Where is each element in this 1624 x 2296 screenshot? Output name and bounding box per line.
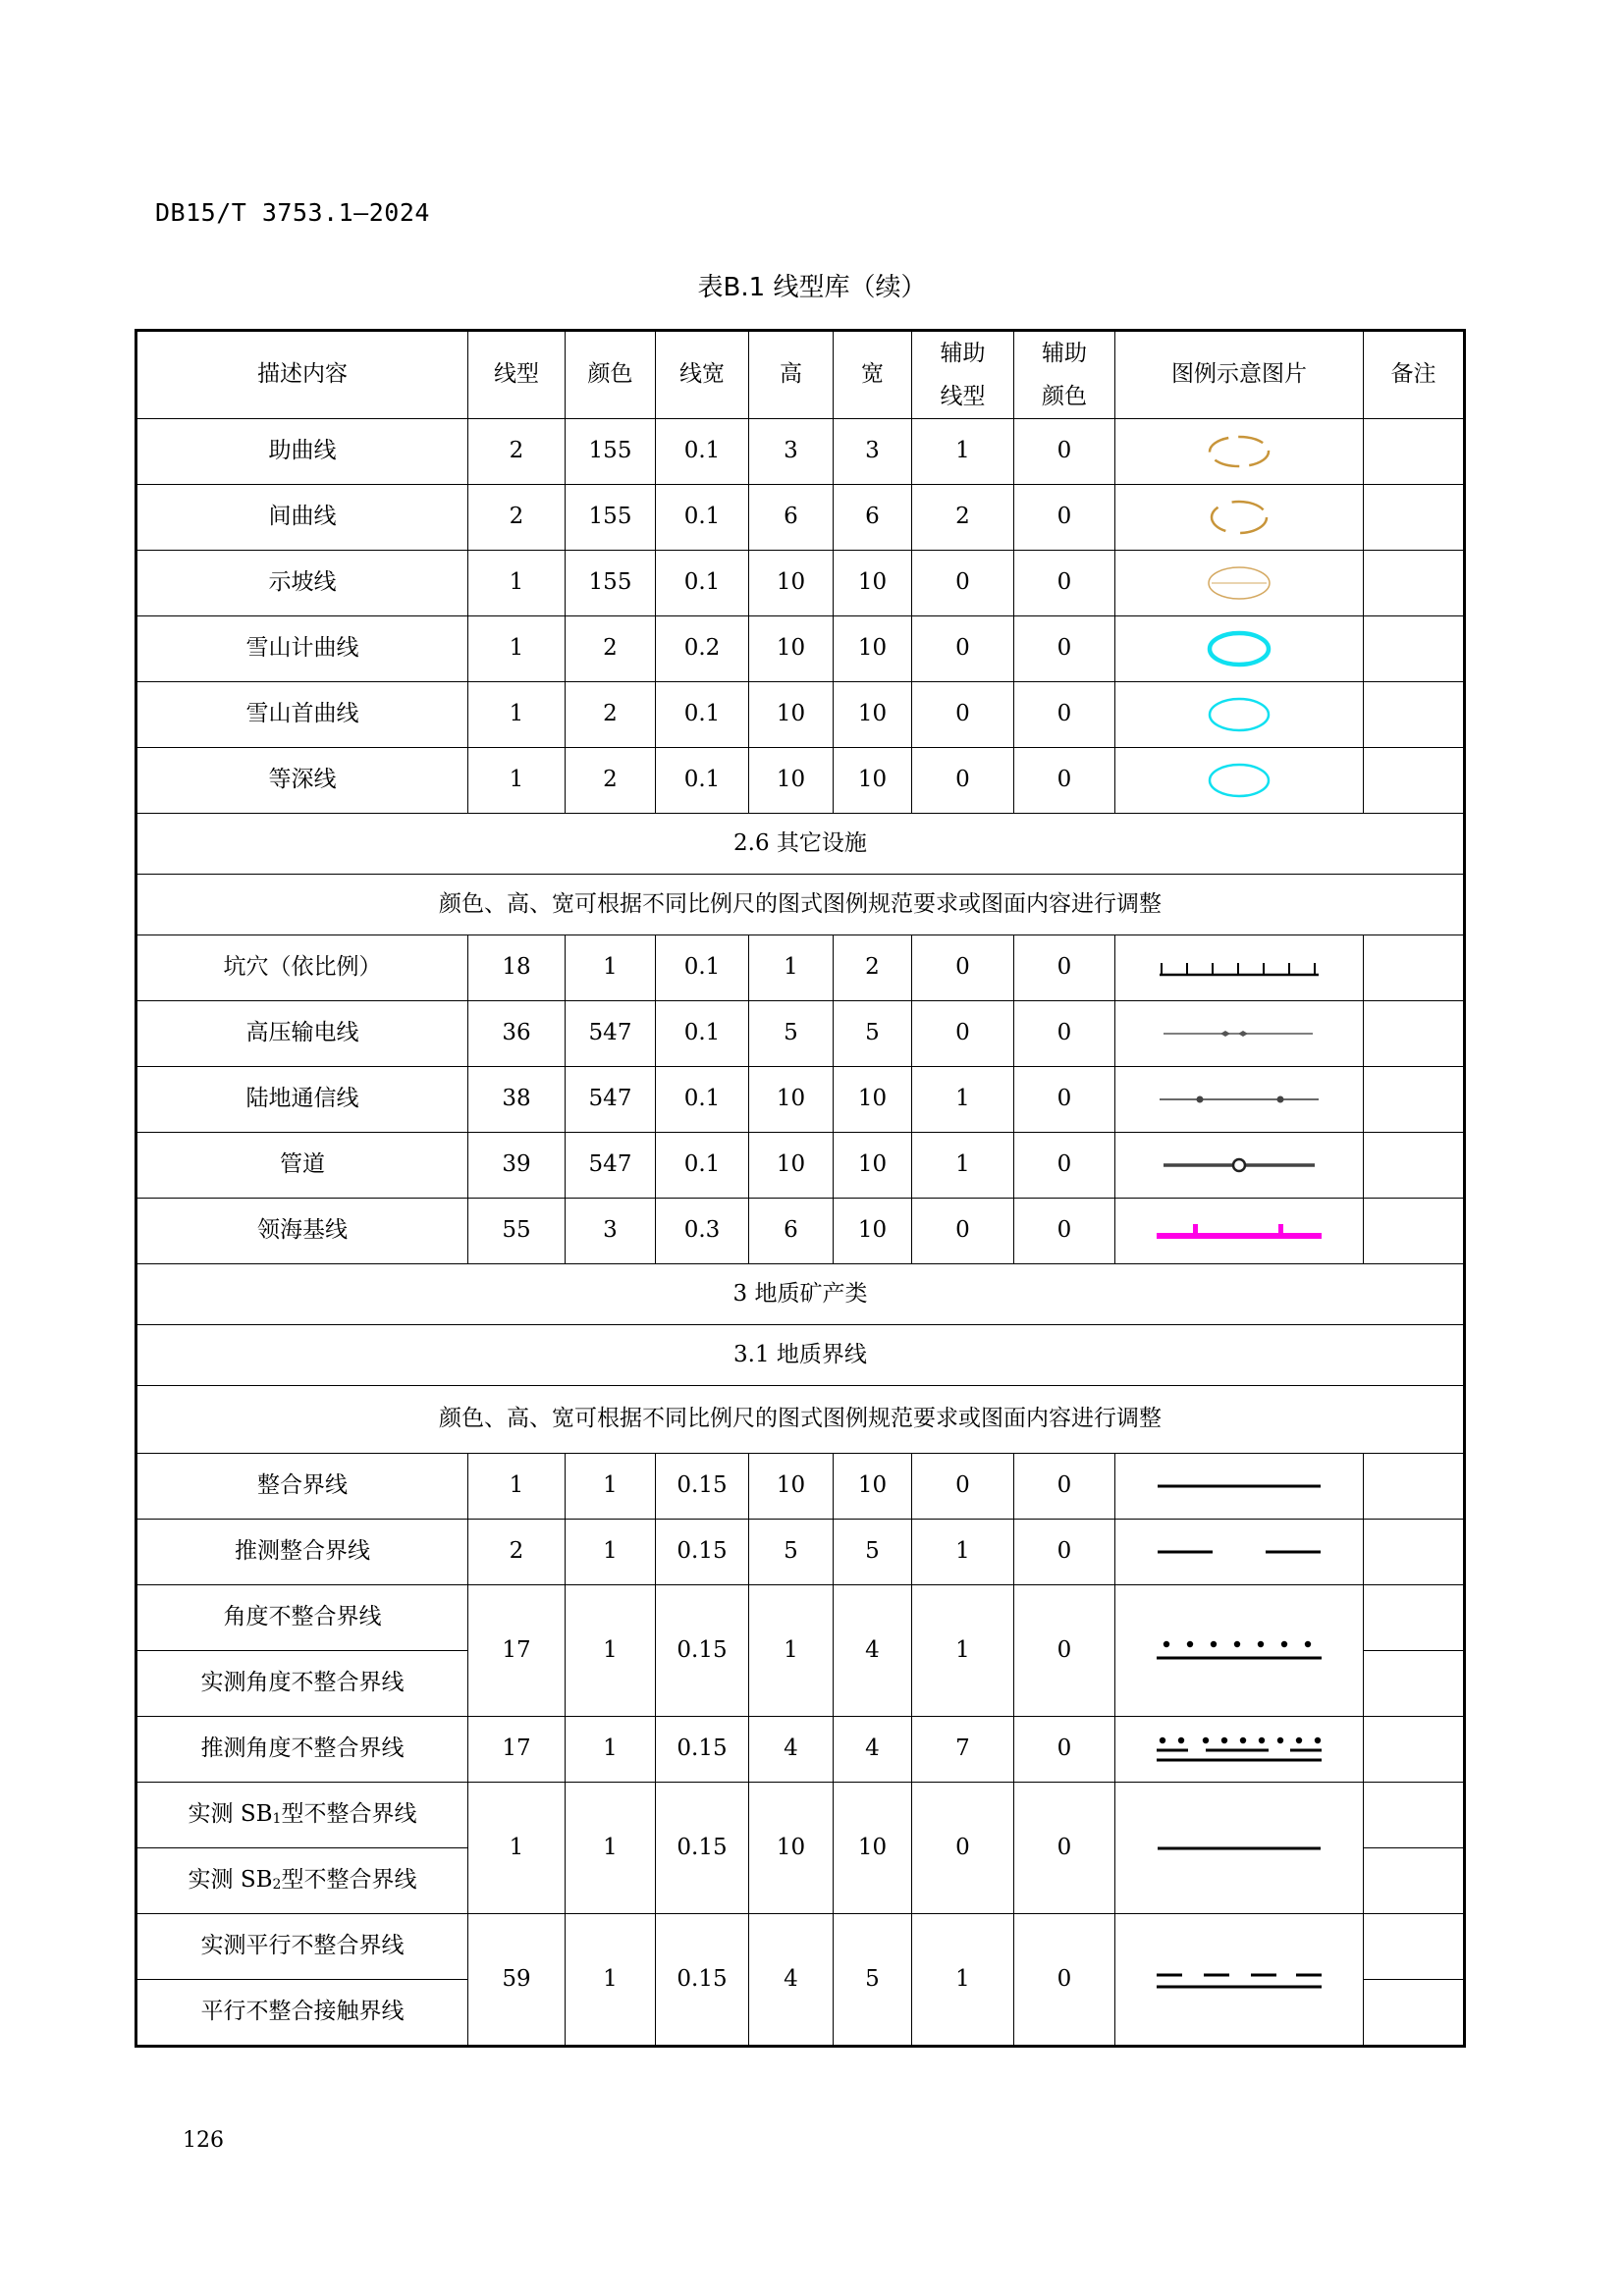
cell-legend: [1115, 551, 1364, 616]
dashed-ellipse-tan-icon: [1200, 429, 1278, 474]
cell-legend: [1115, 1199, 1364, 1264]
cell-line-type: 1: [468, 1454, 566, 1520]
dotted-over-line-icon: [1153, 1636, 1326, 1666]
cell-aux-type: 1: [912, 1067, 1014, 1133]
cell-legend: [1115, 1914, 1364, 2047]
cell-legend: [1115, 419, 1364, 485]
cell-color: 1: [566, 1454, 656, 1520]
cell-desc: 雪山首曲线: [136, 682, 468, 748]
header-width: 宽: [834, 331, 912, 419]
cell-height: 10: [749, 551, 834, 616]
cell-desc: 实测 $SB_2$型不整合界线: [136, 1848, 468, 1914]
table-title: 表B.1 线型库（续）: [697, 273, 927, 302]
cell-width: 5: [834, 1520, 912, 1585]
line-type-table: [135, 329, 1466, 2048]
table-row: [136, 485, 1465, 551]
header-aux-type: 辅助 线型: [912, 331, 1014, 419]
cell-color: 2: [566, 682, 656, 748]
document-code: DB15/T 3753.1—2024: [155, 198, 430, 227]
header-line-type: 线型: [468, 331, 566, 419]
cell-line-width: 0.1: [656, 551, 749, 616]
cell-height: 5: [749, 1001, 834, 1067]
cell-legend: [1115, 1717, 1364, 1783]
header-legend: 图例示意图片: [1115, 331, 1364, 419]
cell-height: 4: [749, 1914, 834, 2047]
cell-aux-type: 2: [912, 485, 1014, 551]
cell-color: 2: [566, 616, 656, 682]
cell-line-type: 1: [468, 682, 566, 748]
cell-aux-color: 0: [1014, 935, 1115, 1001]
cell-legend: [1115, 682, 1364, 748]
header-desc: 描述内容: [136, 331, 468, 419]
cell-line-width: 0.1: [656, 748, 749, 814]
cell-legend: [1115, 1520, 1364, 1585]
cell-note: [1364, 485, 1465, 551]
table-row: [136, 1067, 1465, 1133]
cell-width: 5: [834, 1001, 912, 1067]
cell-color: 1: [566, 1585, 656, 1717]
cell-line-type: 1: [468, 1783, 566, 1914]
cell-legend: [1115, 1454, 1364, 1520]
cell-height: 1: [749, 1585, 834, 1717]
cell-width: 3: [834, 419, 912, 485]
cell-aux-type: 0: [912, 1454, 1014, 1520]
cell-aux-color: 0: [1014, 1067, 1115, 1133]
cell-desc: 实测 $SB_1$型不整合界线: [136, 1783, 468, 1848]
cell-aux-color: 0: [1014, 1001, 1115, 1067]
cell-line-width: 0.3: [656, 1199, 749, 1264]
table-row: [136, 419, 1465, 485]
cell-width: 10: [834, 748, 912, 814]
cell-width: 10: [834, 1783, 912, 1914]
cell-line-width: 0.1: [656, 485, 749, 551]
cell-height: 5: [749, 1520, 834, 1585]
cell-desc: 陆地通信线: [136, 1067, 468, 1133]
table-header-row: [136, 331, 1465, 419]
cell-aux-color: 0: [1014, 1914, 1115, 2047]
table-row: [136, 1717, 1465, 1783]
table-row: [136, 1783, 1465, 1848]
cell-note: [1364, 1133, 1465, 1199]
cell-note: [1364, 1520, 1465, 1585]
cell-height: 1: [749, 935, 834, 1001]
cell-legend: [1115, 1783, 1364, 1914]
cell-aux-color: 0: [1014, 1717, 1115, 1783]
cell-width: 4: [834, 1585, 912, 1717]
table-row: [136, 748, 1465, 814]
cell-height: 6: [749, 1199, 834, 1264]
cell-legend: [1115, 616, 1364, 682]
cell-note: [1364, 682, 1465, 748]
cell-line-type: 59: [468, 1914, 566, 2047]
cell-line-width: 0.1: [656, 1001, 749, 1067]
cell-width: 10: [834, 1454, 912, 1520]
cell-color: 3: [566, 1199, 656, 1264]
cell-aux-color: 0: [1014, 485, 1115, 551]
header-aux-color: 辅助 颜色: [1014, 331, 1115, 419]
cell-desc: 实测平行不整合界线: [136, 1914, 468, 1980]
cell-line-type: 39: [468, 1133, 566, 1199]
cell-aux-type: 0: [912, 1001, 1014, 1067]
cell-width: 10: [834, 551, 912, 616]
header-line-width: 线宽: [656, 331, 749, 419]
section-title: 3.1 地质界线: [136, 1325, 1465, 1386]
cell-color: 547: [566, 1133, 656, 1199]
solid-line-icon: [1156, 1480, 1323, 1492]
cell-legend: [1115, 485, 1364, 551]
cell-note: [1364, 1001, 1465, 1067]
section-row: [136, 1325, 1465, 1386]
cell-aux-color: 0: [1014, 1454, 1115, 1520]
cell-line-type: 2: [468, 485, 566, 551]
cell-aux-type: 7: [912, 1717, 1014, 1783]
table-row: [136, 935, 1465, 1001]
cell-note: [1364, 748, 1465, 814]
cell-color: 155: [566, 485, 656, 551]
solid-line-icon: [1156, 1842, 1323, 1854]
thin-ellipse-tan-icon: [1200, 561, 1278, 606]
cell-aux-color: 0: [1014, 551, 1115, 616]
cell-line-width: 0.1: [656, 1133, 749, 1199]
cell-aux-type: 1: [912, 419, 1014, 485]
cell-line-type: 1: [468, 551, 566, 616]
baseline-magenta-icon: [1153, 1218, 1326, 1244]
cell-line-type: 38: [468, 1067, 566, 1133]
cell-desc: 高压输电线: [136, 1001, 468, 1067]
section-note: 颜色、高、宽可根据不同比例尺的图式图例规范要求或图面内容进行调整: [136, 1386, 1465, 1454]
cell-note: [1364, 419, 1465, 485]
cell-height: 10: [749, 682, 834, 748]
section-row: [136, 814, 1465, 875]
cell-aux-type: 0: [912, 935, 1014, 1001]
header-note: 备注: [1364, 331, 1465, 419]
cell-line-type: 17: [468, 1717, 566, 1783]
pipeline-icon: [1156, 1153, 1323, 1177]
cell-desc: 整合界线: [136, 1454, 468, 1520]
dashed-over-line-icon: [1153, 1967, 1326, 1993]
cell-line-type: 1: [468, 616, 566, 682]
cell-legend: [1115, 1001, 1364, 1067]
cell-color: 1: [566, 1914, 656, 2047]
cell-desc: 推测角度不整合界线: [136, 1717, 468, 1783]
cell-line-type: 1: [468, 748, 566, 814]
cell-line-type: 2: [468, 1520, 566, 1585]
table-row: [136, 1199, 1465, 1264]
cell-color: 547: [566, 1001, 656, 1067]
section-note: 颜色、高、宽可根据不同比例尺的图式图例规范要求或图面内容进行调整: [136, 875, 1465, 935]
cell-width: 6: [834, 485, 912, 551]
cell-aux-color: 0: [1014, 748, 1115, 814]
cell-line-width: 0.1: [656, 1067, 749, 1133]
cell-color: 1: [566, 1717, 656, 1783]
cell-height: 10: [749, 1783, 834, 1914]
power-line-icon: [1156, 1024, 1323, 1043]
cell-width: 10: [834, 616, 912, 682]
cell-line-type: 18: [468, 935, 566, 1001]
cell-desc: 等深线: [136, 748, 468, 814]
cell-width: 10: [834, 1133, 912, 1199]
cell-line-type: 55: [468, 1199, 566, 1264]
cell-legend: [1115, 1133, 1364, 1199]
cell-aux-type: 0: [912, 551, 1014, 616]
cell-color: 547: [566, 1067, 656, 1133]
thick-ellipse-cyan-icon: [1200, 626, 1278, 671]
cell-desc: 实测角度不整合界线: [136, 1651, 468, 1717]
cell-desc: 坑穴（依比例）: [136, 935, 468, 1001]
cell-line-width: 0.2: [656, 616, 749, 682]
table-row: [136, 616, 1465, 682]
table-row: [136, 1133, 1465, 1199]
cell-line-width: 0.15: [656, 1914, 749, 2047]
section-note-row: [136, 875, 1465, 935]
cell-color: 1: [566, 1520, 656, 1585]
cell-aux-type: 1: [912, 1133, 1014, 1199]
cell-note: [1364, 1651, 1465, 1717]
cell-height: 10: [749, 1454, 834, 1520]
cell-aux-color: 0: [1014, 616, 1115, 682]
cell-aux-color: 0: [1014, 419, 1115, 485]
cell-desc: 推测整合界线: [136, 1520, 468, 1585]
table-row: [136, 1585, 1465, 1651]
header-color: 颜色: [566, 331, 656, 419]
cell-desc: 管道: [136, 1133, 468, 1199]
cell-line-type: 36: [468, 1001, 566, 1067]
cell-desc: 示坡线: [136, 551, 468, 616]
cell-line-width: 0.15: [656, 1454, 749, 1520]
cell-height: 10: [749, 1067, 834, 1133]
cell-aux-type: 0: [912, 616, 1014, 682]
cell-desc: 领海基线: [136, 1199, 468, 1264]
cell-desc: 平行不整合接触界线: [136, 1980, 468, 2047]
cell-legend: [1115, 1585, 1364, 1717]
cell-legend: [1115, 748, 1364, 814]
long-dashed-ellipse-tan-icon: [1200, 495, 1278, 540]
cell-note: [1364, 1067, 1465, 1133]
cell-desc: 雪山计曲线: [136, 616, 468, 682]
table-row: [136, 1454, 1465, 1520]
section-row: [136, 1264, 1465, 1325]
cell-legend: [1115, 1067, 1364, 1133]
header-height: 高: [749, 331, 834, 419]
cell-aux-type: 0: [912, 1783, 1014, 1914]
cell-aux-color: 0: [1014, 1199, 1115, 1264]
cell-note: [1364, 1199, 1465, 1264]
cell-aux-type: 0: [912, 1199, 1014, 1264]
cell-line-type: 17: [468, 1585, 566, 1717]
cell-line-width: 0.1: [656, 935, 749, 1001]
cell-aux-type: 0: [912, 682, 1014, 748]
cell-width: 2: [834, 935, 912, 1001]
cell-height: 3: [749, 419, 834, 485]
cell-desc: 角度不整合界线: [136, 1585, 468, 1651]
section-title: 3 地质矿产类: [136, 1264, 1465, 1325]
cell-width: 10: [834, 1199, 912, 1264]
cell-note: [1364, 1914, 1465, 1980]
dashed-line-icon: [1156, 1546, 1323, 1558]
cell-height: 10: [749, 616, 834, 682]
cell-line-width: 0.1: [656, 419, 749, 485]
table-row: [136, 1914, 1465, 1980]
cell-note: [1364, 935, 1465, 1001]
cell-color: 155: [566, 551, 656, 616]
cell-note: [1364, 1848, 1465, 1914]
cell-width: 4: [834, 1717, 912, 1783]
cell-width: 10: [834, 1067, 912, 1133]
cell-note: [1364, 1585, 1465, 1651]
cell-height: 10: [749, 1133, 834, 1199]
cell-aux-type: 1: [912, 1585, 1014, 1717]
cell-aux-color: 0: [1014, 1585, 1115, 1717]
section-note-row: [136, 1386, 1465, 1454]
cell-aux-type: 1: [912, 1520, 1014, 1585]
section-title: 2.6 其它设施: [136, 814, 1465, 875]
cell-note: [1364, 551, 1465, 616]
cell-width: 5: [834, 1914, 912, 2047]
cell-aux-type: 1: [912, 1914, 1014, 2047]
cell-desc: 间曲线: [136, 485, 468, 551]
cell-legend: [1115, 935, 1364, 1001]
cell-line-width: 0.15: [656, 1717, 749, 1783]
ellipse-cyan-icon: [1200, 692, 1278, 737]
ellipse-cyan-icon: [1200, 758, 1278, 803]
cell-note: [1364, 1454, 1465, 1520]
cell-note: [1364, 1783, 1465, 1848]
page-number: 126: [183, 2128, 224, 2153]
cell-note: [1364, 1717, 1465, 1783]
tick-line-icon: [1156, 953, 1323, 983]
dotted-over-dashed-line-icon: [1153, 1733, 1326, 1766]
cell-note: [1364, 1980, 1465, 2047]
cell-aux-type: 0: [912, 748, 1014, 814]
cell-line-width: 0.15: [656, 1585, 749, 1717]
cell-color: 1: [566, 1783, 656, 1914]
cell-width: 10: [834, 682, 912, 748]
table-row: [136, 1001, 1465, 1067]
cell-color: 2: [566, 748, 656, 814]
cell-aux-color: 0: [1014, 1783, 1115, 1914]
cell-color: 1: [566, 935, 656, 1001]
cell-height: 4: [749, 1717, 834, 1783]
communication-line-icon: [1156, 1090, 1323, 1109]
table-row: [136, 551, 1465, 616]
table-row: [136, 682, 1465, 748]
cell-line-type: 2: [468, 419, 566, 485]
cell-height: 10: [749, 748, 834, 814]
cell-line-width: 0.1: [656, 682, 749, 748]
cell-aux-color: 0: [1014, 1133, 1115, 1199]
table-row: [136, 1520, 1465, 1585]
cell-note: [1364, 616, 1465, 682]
cell-line-width: 0.15: [656, 1783, 749, 1914]
cell-line-width: 0.15: [656, 1520, 749, 1585]
cell-aux-color: 0: [1014, 682, 1115, 748]
cell-color: 155: [566, 419, 656, 485]
cell-height: 6: [749, 485, 834, 551]
cell-aux-color: 0: [1014, 1520, 1115, 1585]
cell-desc: 助曲线: [136, 419, 468, 485]
